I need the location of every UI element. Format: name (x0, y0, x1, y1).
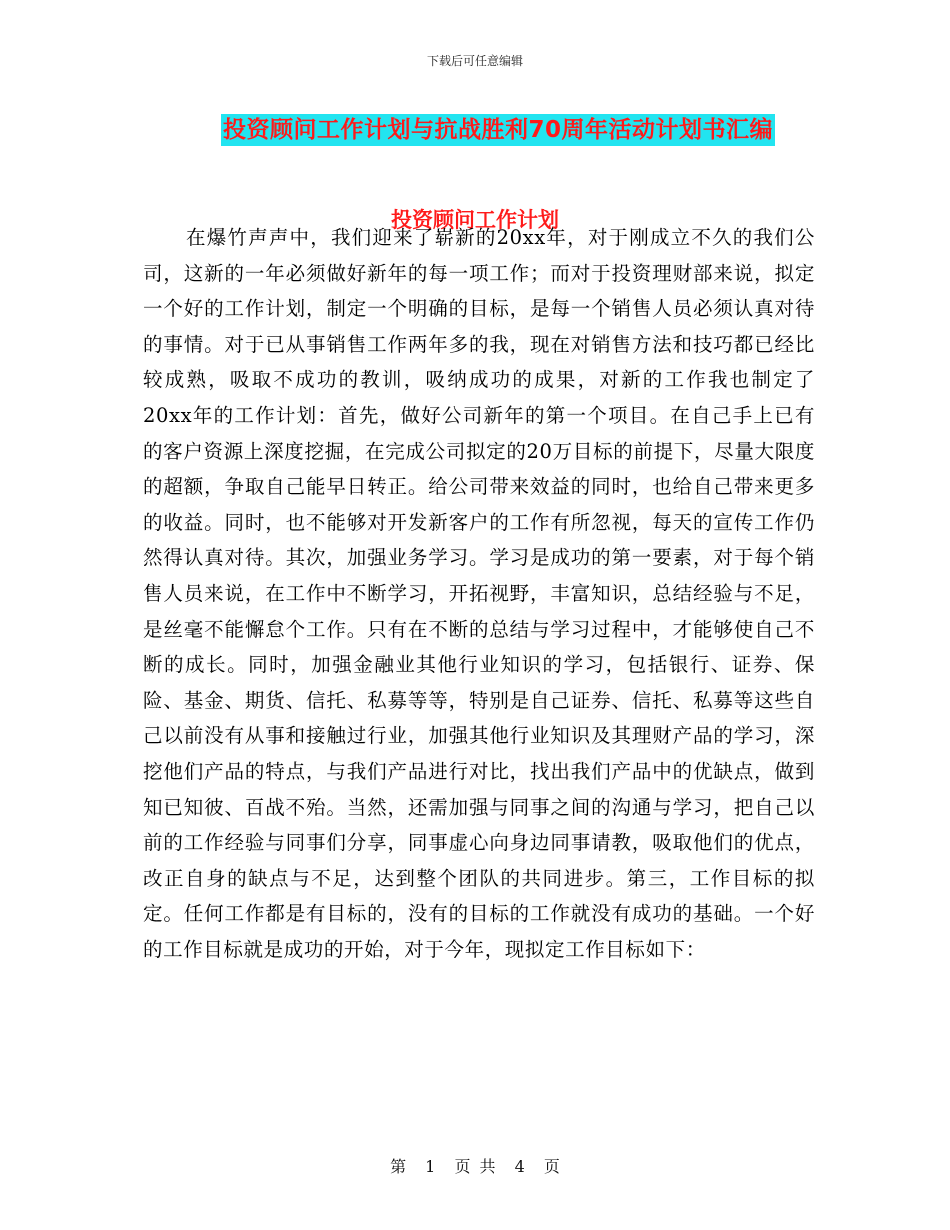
body-paragraph: 在爆竹声声中，我们迎来了崭新的20xx年，对于刚成立不久的我们公司，这新的一年必须做好新年的每一项工作；而对于投资理财部来说，拟定一个好的工作计划，制定一个明确的目标，是每一个销售人员必须认真对待的事情。对于已从事销售工作两年多的我，现在对销售方法和技巧都已经比较成熟，吸取不成功的教训，吸纳成功的成果，对新的工作我也制定了20xx年的工作计划：首先，做好公司新年的第一个项目。在自己手上已有的客户资源上深度挖掘，在完成公司拟定的20万目标的前提下，尽量大限度的超额，争取自己能早日转正。给公司带来效益的同时，也给自己带来更多的收益。同时，也不能够对开发新客户的工作有所忽视，每天的宣传工作仍然得认真对待。其次，加强业务学习。学习是成功的第一要素，对于每个销售人员来说，在工作中不断学习，开拓视野，丰富知识，总结经验与不足，是丝毫不能懈怠个工作。只有在不断的总结与学习过程中，才能够使自己不断的成长。同时，加强金融业其他行业知识的学习，包括银行、证券、保险、基金、期货、信托、私募等等，特别是自己证券、信托、私募等这些自己以前没有从事和接触过行业，加强其他行业知识及其理财产品的学习，深挖他们产品的特点，与我们产品进行对比，找出我们产品中的优缺点，做到知已知彼、百战不殆。当然，还需加强与同事之间的沟通与学习，把自己以前的工作经验与同事们分享，同事虚心向身边同事请教，吸取他们的优点，改正自身的缺点与不足，达到整个团队的共同进步。第三，工作目标的拟定。任何工作都是有目标的，没有的目标的工作就没有成功的基础。一个好的工作目标就是成功的开始，对于今年，现拟定工作目标如下： (143, 226, 815, 961)
page-footer (0, 1154, 950, 1177)
header-note: 下载后可任意编辑 (426, 54, 523, 68)
footer-label-page: 第 (390, 1157, 407, 1176)
document-title-container (0, 114, 950, 146)
footer-current-page: 1 (425, 1157, 436, 1176)
footer-label-pages: 页 (543, 1157, 560, 1176)
footer-total-pages: 4 (514, 1157, 525, 1176)
document-title: 投资顾问工作计划与抗战胜利70周年活动计划书汇编 (221, 114, 775, 146)
footer-label-of: 页 共 (454, 1157, 496, 1176)
section-title: 投资顾问工作计划 (391, 208, 559, 232)
